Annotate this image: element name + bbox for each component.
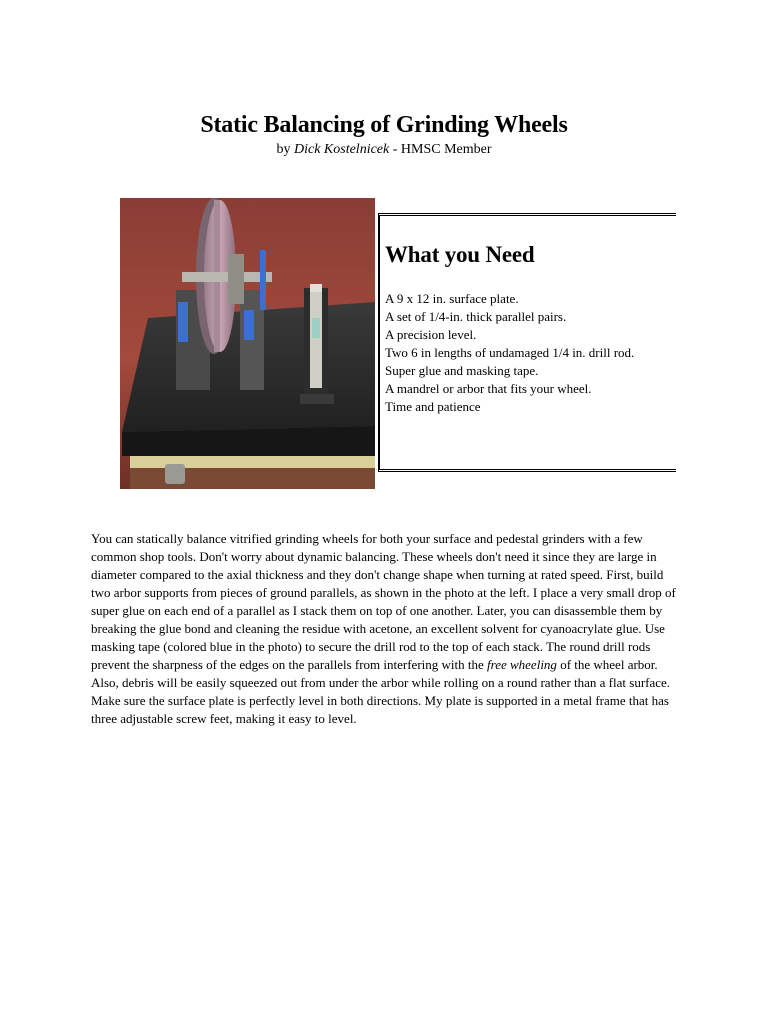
article-body [91,530,681,728]
body-part-2: of the wheel arbor. Also, debris will be easily squeezed out from under the arbor while rolling on a round rather than a flat surface. Make sure the surface plate is perfectly level in both directions. My plate is supported in a metal frame that has three adjustable screw feet, making it easy to level. [91,657,671,726]
needs-box [378,213,676,472]
needs-item: Super glue and masking tape. [385,363,539,378]
needs-item: Time and patience [385,399,481,414]
grinding-wheel-photo [120,198,375,489]
page-title: Static Balancing of Grinding Wheels [200,112,568,138]
needs-title: What you Need [385,242,535,267]
byline [0,142,768,158]
needs-item: A 9 x 12 in. surface plate. [385,291,519,306]
author-name: Dick Kostelnicek [293,142,390,157]
byline-suffix: - HMSC Member [389,142,492,157]
needs-item: Two 6 in lengths of undamaged 1/4 in. drill rod. [385,345,635,360]
body-part-1: You can statically balance vitrified grinding wheels for both your surface and pedestal grinders with a few common shop tools. Don't worry about dynamic balancing. These wheels don't need it since they are large in diameter compared to the axial thickness and they don't change shape when turning at rated speed. First, build two arbor supports from pieces of ground parallels, as shown in the photo at the left. I place a very small drop of super glue on each end of a parallel as I stack them on top of one another. Later, you can disassemble them by breaking the glue bond and cleaning the residue with acetone, an excellent solvent for cyanoacrylate glue. Use masking tape (colored blue in the photo) to secure the drill rod to the top of each stack. The round drill rods prevent the sharpness of the edges on the parallels from interfering with the [91,531,676,672]
byline-prefix: by [276,142,294,157]
needs-item: A set of 1/4-in. thick parallel pairs. [385,309,567,324]
needs-item: A precision level. [385,327,477,342]
needs-list [385,290,634,416]
body-emphasis: free wheeling [487,657,557,672]
needs-item: A mandrel or arbor that fits your wheel. [385,381,592,396]
